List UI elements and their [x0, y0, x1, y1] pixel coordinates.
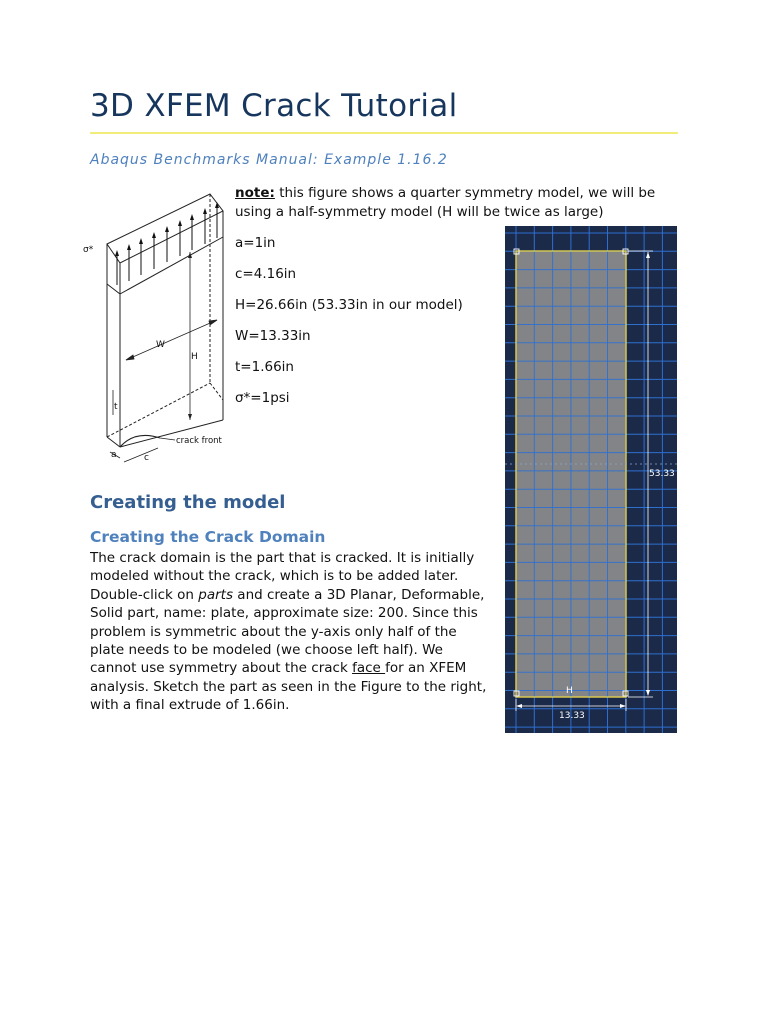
- label-crack-front: crack front: [176, 436, 222, 446]
- dimension-width: 13.33: [559, 711, 585, 721]
- body-paragraph: [90, 549, 490, 715]
- label-sigma: σ*: [83, 245, 94, 255]
- label-c: c: [144, 453, 149, 463]
- dimension-height: 53.33: [649, 469, 675, 479]
- label-a: a: [111, 450, 117, 460]
- stress-arrows: [117, 204, 217, 285]
- body-parts-word: parts: [198, 586, 234, 603]
- subsection-heading: Creating the Crack Domain: [90, 528, 326, 546]
- section-heading: Creating the model: [90, 492, 286, 513]
- label-t: t: [114, 402, 118, 412]
- param-h: H=26.66in (53.33in in our model): [235, 297, 463, 313]
- page-subtitle: Abaqus Benchmarks Manual: Example 1.16.2: [90, 152, 448, 168]
- body-text-part2: and create a 3D Planar, Deformable, Solid part, name: plate, approximate size: 200. Since this problem is symmetric about the y-axis only half of the plate needs to be modeled (we choose left half). We cannot use symmetry about the crack: [90, 586, 485, 677]
- note-text: this figure shows a quarter symmetry model, we will be using a half-symmetry model (H will be twice as large): [235, 185, 656, 220]
- label-h: H: [191, 352, 198, 362]
- param-w: W=13.33in: [235, 328, 311, 344]
- note-label: note:: [235, 185, 275, 201]
- param-c: c=4.16in: [235, 266, 297, 282]
- plate-top-face: [107, 194, 223, 263]
- title-underline: [90, 132, 678, 134]
- label-w: W: [156, 340, 165, 350]
- body-face-word: face: [352, 660, 386, 677]
- body-text-part3: for an XFEM analysis. Sketch the part as seen in the Figure to the right, with a final extrude of 1.66in.: [90, 660, 487, 714]
- quarter-symmetry-schematic: [80, 190, 250, 470]
- param-a: a=1in: [235, 235, 276, 251]
- param-sigma: σ*=1psi: [235, 390, 290, 406]
- sketch-label-h: H: [566, 686, 573, 696]
- page-title: 3D XFEM Crack Tutorial: [90, 88, 458, 124]
- body-text-part1: The crack domain is the part that is cracked. It is initially modeled without the crack, which is to be added later. Double-click on: [90, 550, 475, 603]
- note-paragraph: [235, 184, 675, 222]
- param-t: t=1.66in: [235, 359, 294, 375]
- abaqus-sketch-figure: [505, 226, 677, 733]
